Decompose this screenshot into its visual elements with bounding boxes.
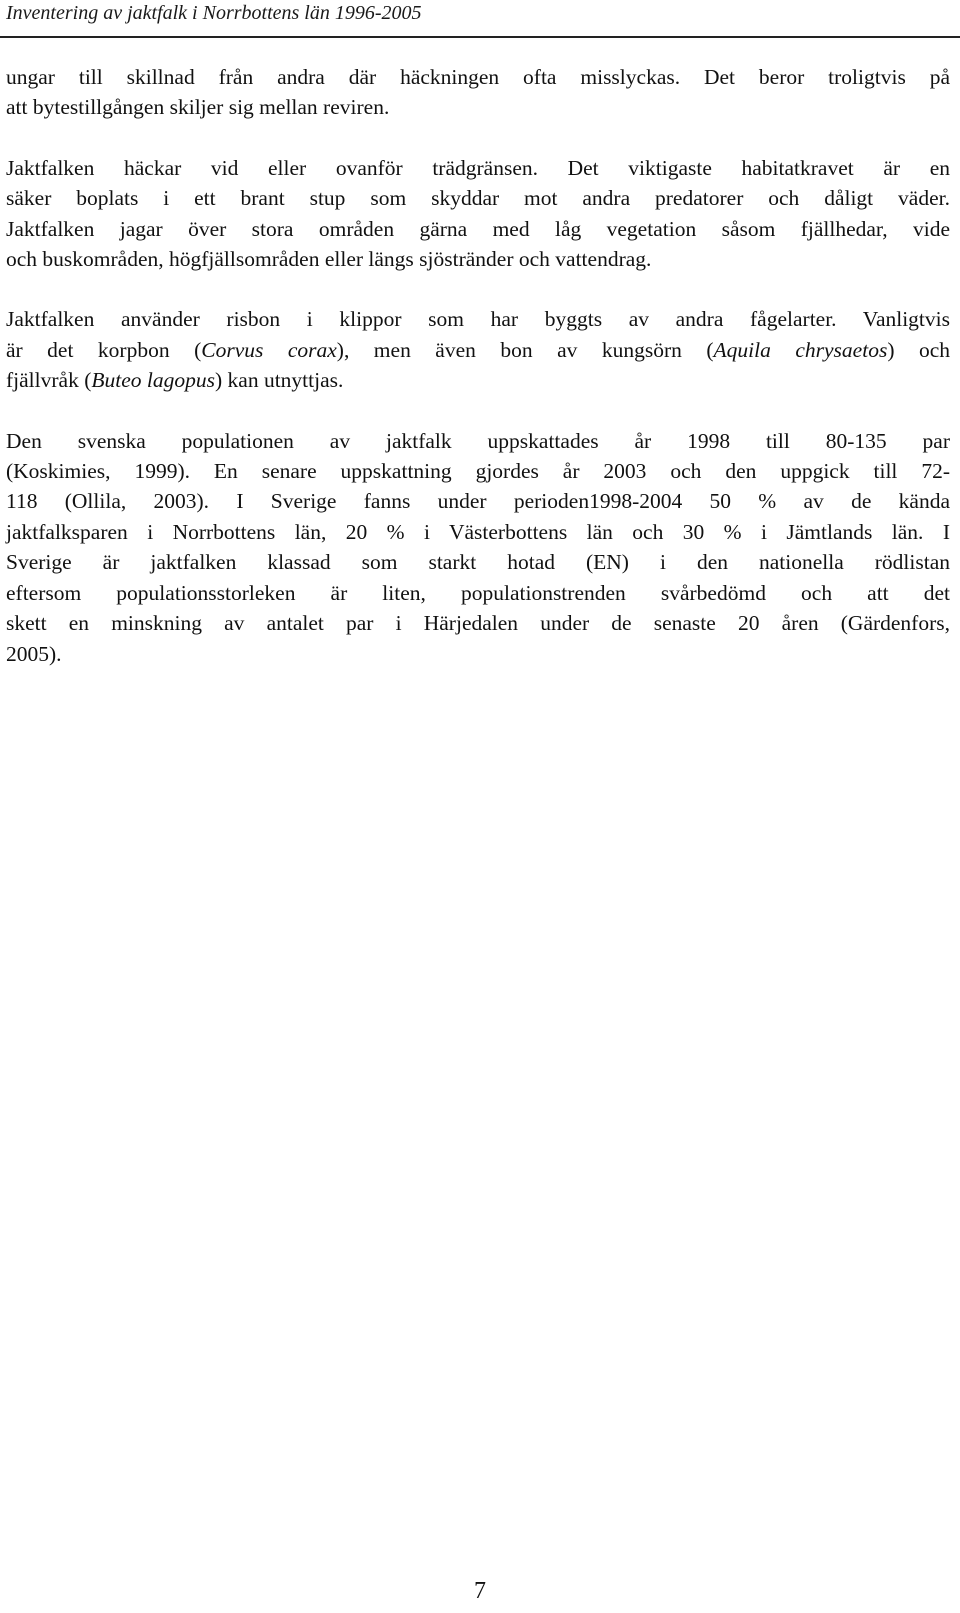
text-line: Jaktfalken häckar vid eller ovanför trädgränsen. Det viktigaste habitatkravet är en (6, 155, 950, 180)
text-line: säker boplats i ett brant stup som skyddar mot andra predatorer och dåligt väder. (6, 186, 950, 211)
text-line: och buskområden, högfjällsområden eller längs sjöstränder och vattendrag. (6, 247, 652, 272)
running-header: Inventering av jaktfalk i Norrbottens län 1996-2005 (6, 2, 422, 24)
paragraph-2 (6, 153, 950, 275)
text-line (6, 365, 950, 395)
text-line: 118 (Ollila, 2003). I Sverige fanns under perioden1998-2004 50 % av de kända (6, 489, 950, 514)
text-run: ) kan utnyttjas. (215, 368, 344, 393)
species-name: Buteo lagopus (91, 368, 215, 393)
paragraph-1 (6, 62, 950, 123)
text-line: jaktfalksparen i Norrbottens län, 20 % i Västerbottens län och 30 % i Jämtlands län. I (6, 519, 950, 544)
text-line: ungar till skillnad från andra där häckningen ofta misslyckas. Det beror troligtvis på (6, 65, 950, 89)
text-line: eftersom populationsstorleken är liten, populationstrenden svårbedömd och att det (6, 580, 950, 605)
text-line (6, 304, 950, 334)
text-line: Jaktfalken jagar över stora områden gärna med låg vegetation såsom fjällhedar, vide (6, 216, 950, 241)
body-text (6, 62, 950, 699)
text-run: ) och (887, 337, 950, 362)
species-name: Aquila chrysaetos (713, 337, 888, 362)
text-line: att bytestillgången skiljer sig mellan reviren. (6, 95, 390, 120)
header-rule (0, 36, 960, 38)
species-name: Corvus corax (201, 337, 337, 362)
text-line: Den svenska populationen av jaktfalk uppskattades år 1998 till 80-135 par (6, 428, 950, 453)
text-line: (Koskimies, 1999). En senare uppskattning gjordes år 2003 och den uppgick till 72- (6, 459, 950, 484)
text-line: 2005). (6, 641, 62, 666)
text-run: Jaktfalken använder risbon i klippor som har byggts av andra fågelarter. Vanligtvis (6, 307, 950, 332)
text-line (6, 335, 950, 365)
text-line: Sverige är jaktfalken klassad som starkt hotad (EN) i den nationella rödlistan (6, 550, 950, 575)
text-run: ), men även bon av kungsörn ( (336, 337, 714, 362)
text-run: fjällvråk ( (6, 368, 92, 393)
text-run: är det korpbon ( (6, 337, 202, 362)
paragraph-3 (6, 304, 950, 395)
paragraph-4 (6, 426, 950, 669)
text-line: skett en minskning av antalet par i Härjedalen under de senaste 20 åren (Gärdenfors, (6, 611, 950, 636)
page-number: 7 (474, 1578, 486, 1604)
